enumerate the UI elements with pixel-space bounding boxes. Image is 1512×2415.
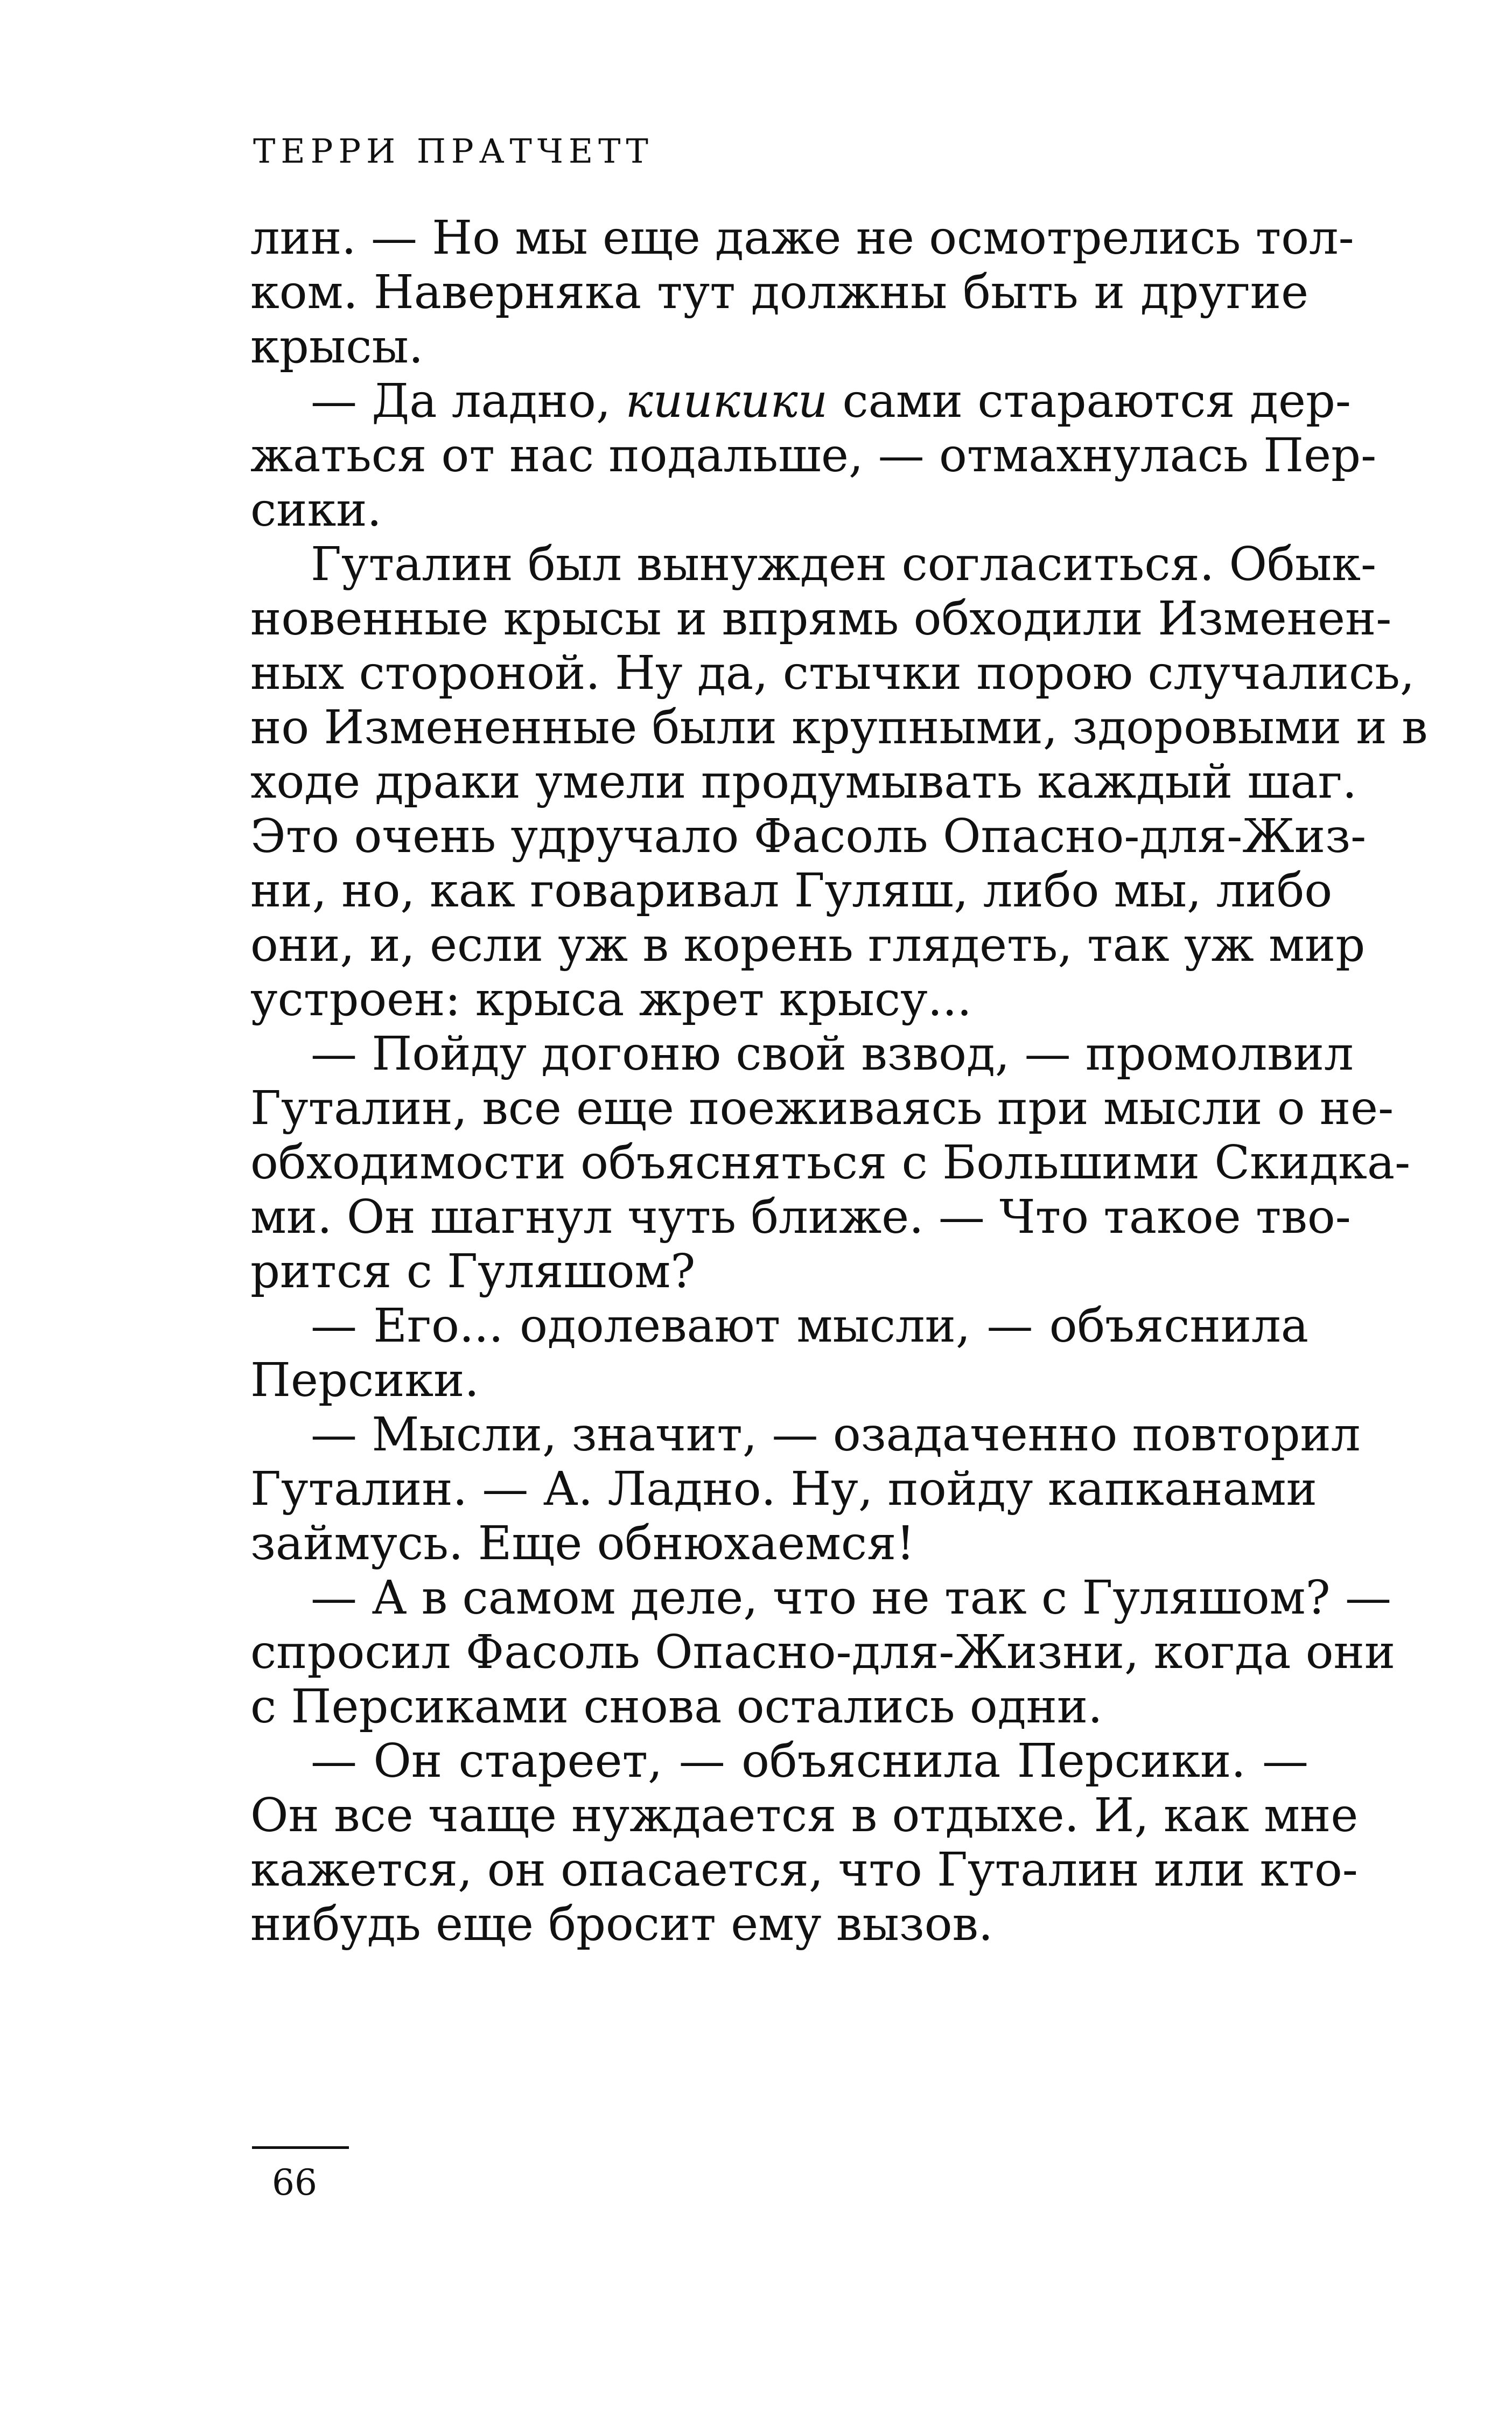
text-line: жаться от нас подальше, — отмахнулась Пер- [250,429,1377,483]
text-line: — Пойду догоню свой взвод, — промолвил [311,1027,1354,1081]
text-line: кажется, он опасается, что Гуталин или кто- [250,1843,1358,1897]
text-line: с Персиками снова остались одни. [250,1680,1103,1734]
text-line: Гуталин. — А. Ладно. Ну, пойду капканами [250,1462,1317,1516]
text-line: — А в самом деле, что не так с Гуляшом? — [311,1571,1391,1625]
text-line: ни, но, как говаривал Гуляш, либо мы, либо [250,864,1333,918]
text-line: нибудь еще бросит ему вызов. [250,1897,993,1951]
text-line: — Мысли, значит, — озадаченно повторил [311,1408,1361,1462]
text-line: они, и, если уж в корень глядеть, так уж мир [250,918,1366,972]
text-line: Это очень удручало Фасоль Опасно-для-Жиз- [250,809,1367,863]
text-line: Он все чаще нуждается в отдыхе. И, как мне [250,1789,1359,1842]
text-line: ком. Наверняка тут должны быть и другие [250,266,1308,319]
text-fragment: сами стараются дер- [842,374,1351,428]
text-line: Гуталин был вынужден согласиться. Обык- [311,538,1377,591]
italic-word: киикики [625,374,828,428]
footer-rule [252,2146,349,2149]
text-line: Гуталин, все еще поеживаясь при мысли о не- [250,1081,1394,1135]
text-line: новенные крысы и впрямь обходили Изменен- [250,592,1392,646]
text-line: ми. Он шагнул чуть ближе. — Что такое тво- [250,1190,1351,1244]
body-text [250,211,1428,1952]
text-line: ходе драки умели продумывать каждый шаг. [250,755,1357,809]
text-line [250,374,1351,429]
text-line: — Его... одолевают мысли, — объяснила [311,1299,1308,1353]
text-line: — Он стареет, — объяснила Персики. — [311,1734,1308,1788]
page-number: 66 [272,2162,317,2203]
text-fragment: — Да ладно, [311,374,611,428]
text-line: лин. — Но мы еще даже не осмотрелись тол- [250,211,1354,265]
text-line: сики. [250,483,382,537]
text-line: устроен: крыса жрет крысу... [250,973,972,1027]
running-head: ТЕРРИ ПРАТЧЕТТ [253,131,654,171]
text-line: ных стороной. Ну да, стычки порою случались, [250,646,1415,700]
text-line: но Измененные были крупными, здоровыми и в [250,701,1428,755]
text-line: займусь. Еще обнюхаемся! [250,1517,915,1571]
text-line: рится с Гуляшом? [250,1245,696,1299]
text-line: спросил Фасоль Опасно-для-Жизни, когда они [250,1625,1396,1679]
text-line: крысы. [250,320,424,374]
text-line: обходимости объясняться с Большими Скидка- [250,1136,1411,1190]
text-line: Персики. [250,1353,479,1407]
